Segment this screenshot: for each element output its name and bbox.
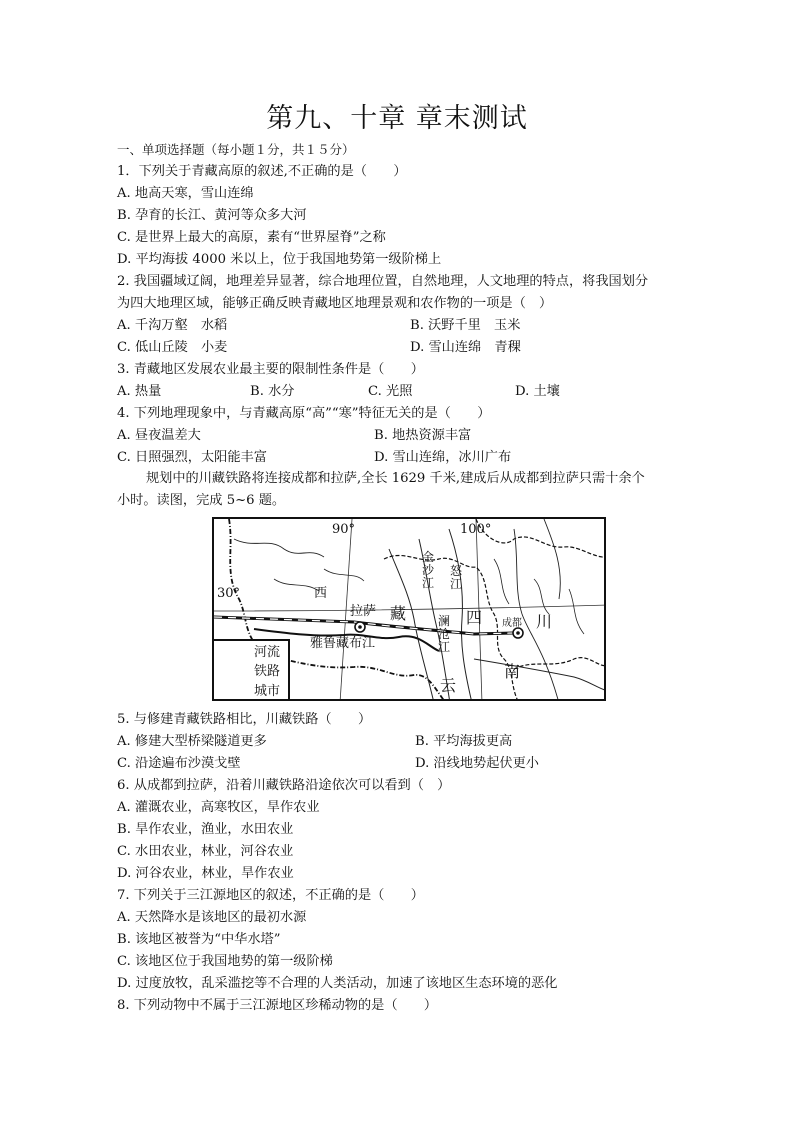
q7-option-d: D. 过度放牧，乱采滥挖等不合理的人类活动，加速了该地区生态环境的恶化 [117,976,558,991]
sichuan-tibet-railway-map [212,517,606,701]
q4-stem: 4. 下列地理现象中，与青藏高原“高”“寒”特征无关的是（ ） [117,406,491,421]
q5-stem: 5. 与修建青藏铁路相比，川藏铁路（ ） [117,712,372,727]
q2-stem-line1: 2. 我国疆域辽阔，地理差异显著，综合地理位置，自然地理，人文地理的特点，将我国划分 [117,274,649,289]
q5-option-a: A. 修建大型桥梁隧道更多 [117,734,267,749]
label-chengdu: 成都 [502,618,522,629]
q3-option-c: C. 光照 [368,384,413,399]
q4-option-a: A. 昼夜温差大 [117,428,201,443]
label-yun: 云 [440,676,457,695]
q3-option-d: D. 土壤 [515,384,560,399]
q1-option-b: B. 孕育的长江、黄河等众多大河 [117,208,307,223]
q2-option-b: B. 沃野千里 玉米 [410,318,521,333]
q2-option-a: A. 千沟万壑 水稻 [117,318,228,333]
section-heading: 一、单项选择题（每小题１分，共１５分） [117,142,355,157]
q1-stem: 1．下列关于青藏高原的叙述,不正确的是（ ） [117,164,407,179]
q6-option-d: D. 河谷农业，林业，旱作农业 [117,866,294,881]
legend-rail-label: 铁路 [254,664,281,679]
q6-option-a: A. 灌溉农业，高寒牧区，旱作农业 [117,800,320,815]
reading-intro-line2: 小时。读图，完成 5~6 题。 [117,493,286,508]
q1-option-a: A. 地高天寒，雪山连绵 [117,186,254,201]
label-lhasa: 拉萨 [350,604,377,619]
province-border-yunnan [514,658,606,669]
q6-stem: 6. 从成都到拉萨，沿着川藏铁路沿途依次可以看到（ ） [117,778,451,793]
q7-option-b: B. 该地区被誉为“中华水塔” [117,932,281,947]
river [234,539,324,557]
q6-option-c: C. 水田农业，林业，河谷农业 [117,844,294,859]
legend-river-label: 河流 [254,645,281,660]
province-border-north [476,519,606,557]
label-lat-30: 30° [217,586,241,601]
city-chengdu-dot [516,631,520,635]
q4-option-b: B. 地热资源丰富 [374,428,472,443]
page-title: 第九、十章 章末测试 [266,103,528,134]
q4-option-d: D. 雪山连绵，冰川广布 [374,450,512,465]
q7-stem: 7. 下列关于三江源地区的叙述，不正确的是（ ） [117,888,424,903]
reading-intro-line1: 规划中的川藏铁路将连接成都和拉萨,全长 1629 千米,建成后从成都到拉萨只需十余个 [146,471,645,486]
q2-option-c: C. 低山丘陵 小麦 [117,340,228,355]
label-yarlung: 雅鲁藏布江 [310,636,376,651]
label-xi: 西 [314,586,328,601]
label-lon-100: 100° [460,522,492,537]
q3-stem: 3. 青藏地区发展农业最主要的限制性条件是（ ） [117,362,424,377]
map-legend [214,639,290,701]
label-nu: 怒江 [450,564,463,591]
q2-stem-line2: 为四大地理区域，能够正确反映青藏地区地理景观和农作物的一项是（ ） [117,296,553,311]
q8-stem: 8. 下列动物中不属于三江源地区珍稀动物的是（ ） [117,998,438,1013]
label-chuan: 川 [536,612,553,631]
q7-option-a: A. 天然降水是该地区的最初水源 [117,910,307,925]
city-lhasa-dot [358,625,362,629]
label-si: 四 [466,608,483,627]
label-nan: 南 [504,662,521,681]
label-lancang: 澜沧江 [438,614,451,654]
q5-option-d: D. 沿线地势起伏更小 [415,756,539,771]
q3-option-b: B. 水分 [250,384,295,399]
q5-option-b: B. 平均海拔更高 [415,734,513,749]
label-lon-90: 90° [332,522,356,537]
label-zang: 藏 [390,604,407,623]
q2-option-d: D. 雪山连绵 青稞 [410,340,521,355]
q6-option-b: B. 旱作农业，渔业，水田农业 [117,822,294,837]
q3-option-a: A. 热量 [117,384,162,399]
river [544,519,560,599]
q5-option-c: C. 沿途遍布沙漠戈壁 [117,756,241,771]
label-jinsha: 金沙江 [422,550,435,590]
parallel-30 [214,605,606,611]
q1-option-c: C. 是世界上最大的高原，素有“世界屋脊”之称 [117,230,386,245]
q1-option-d: D. 平均海拔 4000 米以上，位于我国地势第一级阶梯上 [117,252,442,267]
legend-city-label: 城市 [254,684,281,699]
q7-option-c: C. 该地区位于我国地势的第一级阶梯 [117,954,333,969]
q4-option-c: C. 日照强烈，太阳能丰富 [117,450,267,465]
